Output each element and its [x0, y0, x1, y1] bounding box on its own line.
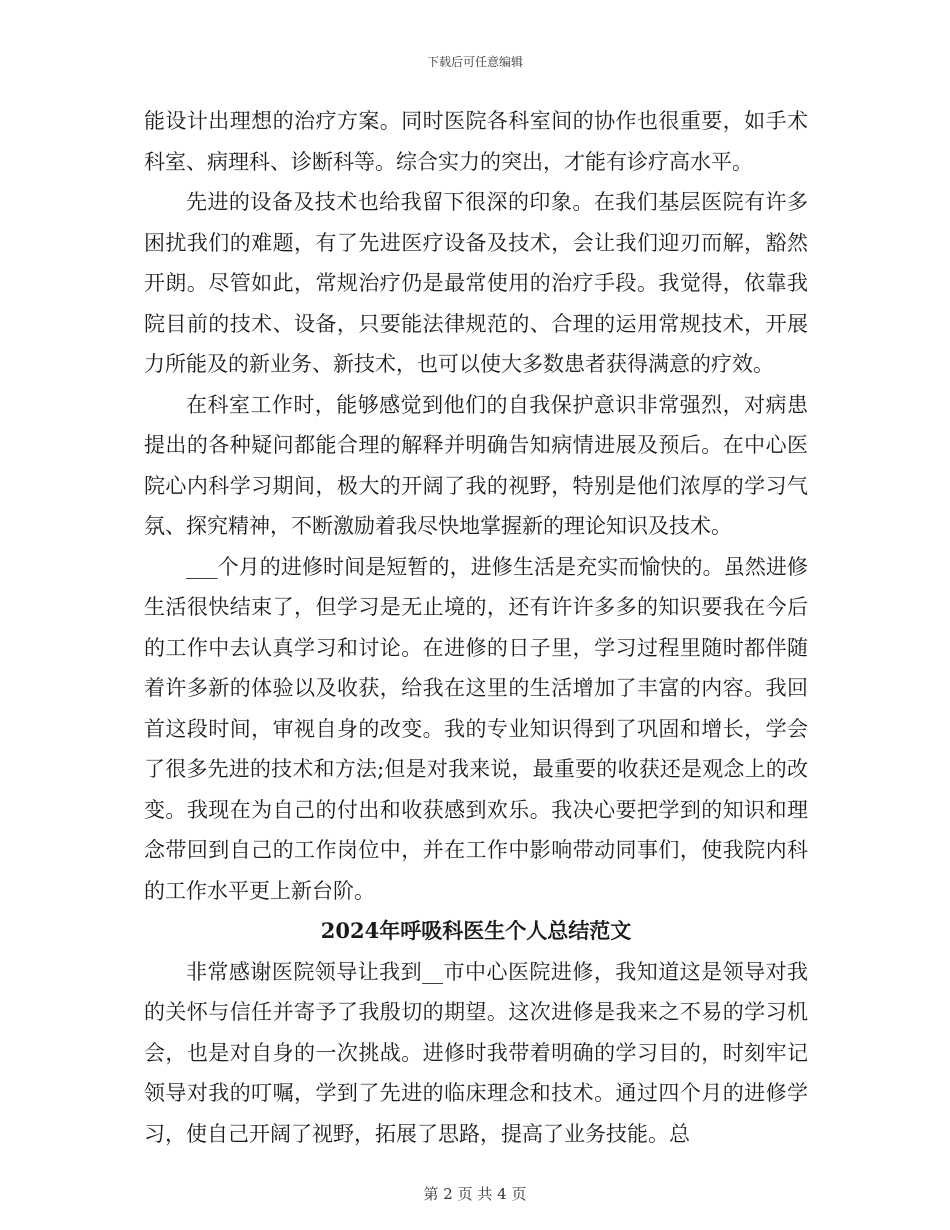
paragraph-gratitude: 非常感谢医院领导让我到__市中心医院进修，我知道这是领导对我的关怀与信任并寄予了我殷切的期望。这次进修是我来之不易的学习机会，也是对自身的一次挑战。进修时我带着明确的学习目的，时刻牢记领导对我的叮嘱，学到了先进的临床理念和技术。通过四个月的进修学习，使自己开阔了视野，拓展了思路，提高了业务技能。总 [144, 959, 808, 1146]
paragraph-summary: ___个月的进修时间是短暂的，进修生活是充实而愉快的。虽然进修生活很快结束了，但学习是无止境的，还有许许多多的知识要我在今后的工作中去认真学习和讨论。在进修的日子里，学习过程里随时都伴随着许多新的体验以及收获，给我在这里的生活增加了丰富的内容。我回首这段时间，审视自身的改变。我的专业知识得到了巩固和增长，学会了很多先进的技术和方法;但是对我来说，最重要的收获还是观念上的改变。我现在为自己的付出和收获感到欢乐。我决心要把学到的知识和理念带回到自己的工作岗位中，并在工作中影响带动同事们，使我院内科的工作水平更上新台阶。 [144, 554, 808, 903]
section-title: 2024年呼吸科医生个人总结范文 [320, 918, 632, 943]
paragraph-continuation: 能设计出理想的治疗方案。同时医院各科室间的协作也很重要，如手术科室、病理科、诊断科等。综合实力的突出，才能有诊疗高水平。 [144, 109, 808, 174]
page-header: 下载后可任意编辑 [426, 55, 523, 69]
page-footer: 第 2 页 共 4 页 [423, 1185, 527, 1203]
document-body [144, 101, 808, 1154]
paragraph-equipment: 先进的设备及技术也给我留下很深的印象。在我们基层医院有许多困扰我们的难题，有了先进医疗设备及技术，会让我们迎刃而解，豁然开朗。尽管如此，常规治疗仍是最常使用的治疗手段。我觉得，依靠我院目前的技术、设备，只要能法律规范的、合理的运用常规技术，开展力所能及的新业务、新技术，也可以使大多数患者获得满意的疗效。 [144, 190, 808, 376]
paragraph-department: 在科室工作时，能够感觉到他们的自我保护意识非常强烈，对病患提出的各种疑问都能合理的解释并明确告知病情进展及预后。在中心医院心内科学习期间，极大的开阔了我的视野，特别是他们浓厚的学习气氛、探究精神，不断激励着我尽快地掌握新的理论知识及技术。 [144, 392, 808, 538]
